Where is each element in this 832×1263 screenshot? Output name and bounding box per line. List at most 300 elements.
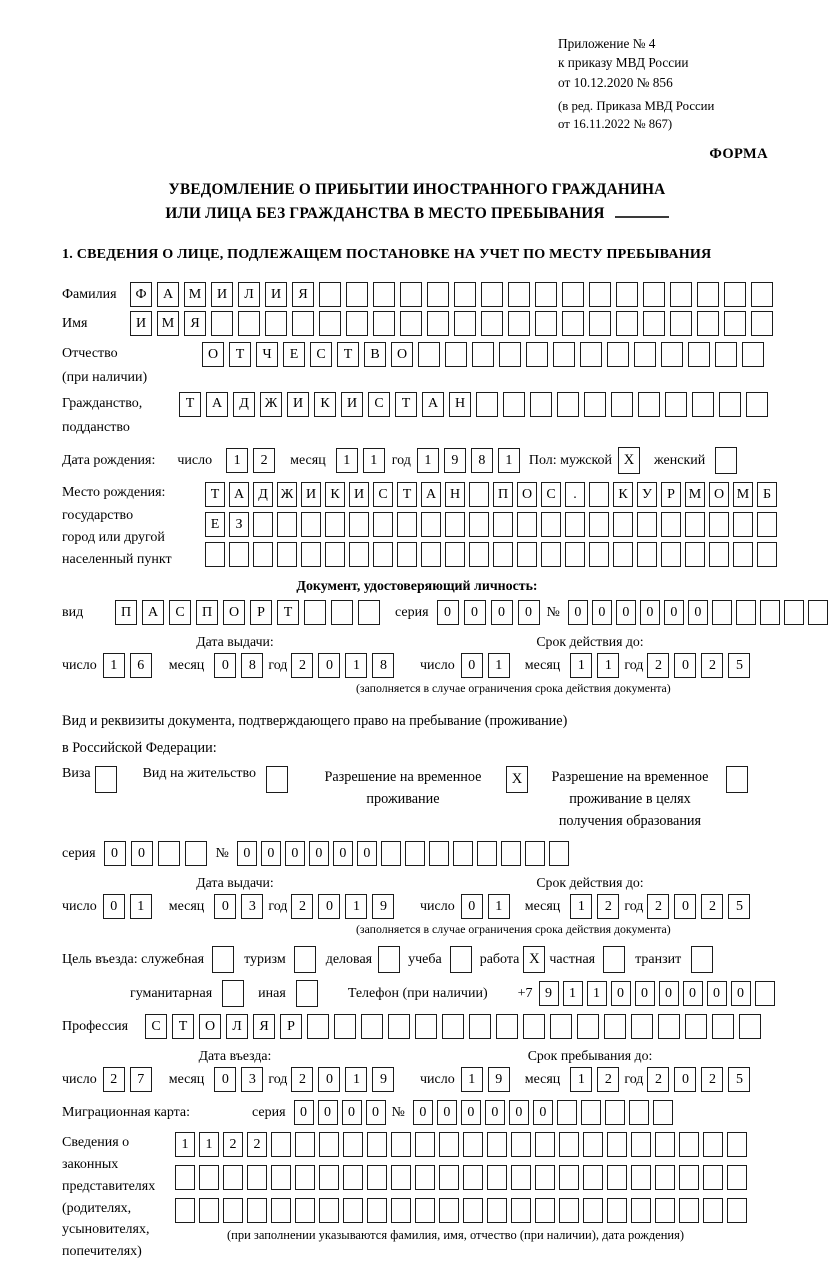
char-cell: 9: [372, 1067, 394, 1092]
char-cell: [550, 1014, 572, 1039]
char-cell: [557, 1100, 577, 1125]
day-label: число: [420, 657, 455, 673]
char-cell: [584, 392, 606, 417]
char-cell: [511, 1165, 531, 1190]
phone-cells: [539, 981, 779, 1006]
char-cell: [511, 1198, 531, 1223]
char-cell: [541, 512, 561, 537]
char-cell: [757, 542, 777, 567]
char-cell: .: [565, 482, 585, 507]
phone-label: Телефон (при наличии): [347, 985, 488, 1001]
entry-date-title: Дата въезда:: [198, 1048, 272, 1064]
char-cell: [631, 1014, 653, 1039]
char-cell: [523, 1014, 545, 1039]
char-cell: [185, 841, 207, 866]
char-cell: 0: [413, 1100, 433, 1125]
stay-day-cells: [461, 1067, 515, 1092]
char-cell: Д: [233, 392, 255, 417]
char-cell: [685, 512, 705, 537]
char-cell: [415, 1132, 435, 1157]
purpose-tourism-label: туризм: [244, 951, 286, 967]
char-cell: [271, 1198, 291, 1223]
year-label: год: [268, 898, 288, 914]
char-cell: [361, 1014, 383, 1039]
char-cell: 0: [731, 981, 751, 1006]
char-cell: [439, 1165, 459, 1190]
month-label: месяц: [524, 898, 561, 914]
char-cell: 2: [701, 1067, 723, 1092]
char-cell: [670, 282, 692, 307]
char-cell: [391, 1132, 411, 1157]
char-cell: [499, 342, 521, 367]
char-cell: [653, 1100, 673, 1125]
char-cell: Л: [226, 1014, 248, 1039]
birthplace-row2: [205, 512, 781, 537]
migration-series-cells: [294, 1100, 390, 1125]
char-cell: [319, 311, 341, 336]
residence-options-row: [62, 766, 772, 832]
char-cell: [661, 542, 681, 567]
char-cell: [559, 1165, 579, 1190]
char-cell: П: [115, 600, 137, 625]
purpose-transit-checkbox: [691, 946, 713, 973]
char-cell: [277, 512, 297, 537]
purpose-work-checkbox: X: [523, 946, 545, 973]
day-label: число: [177, 452, 213, 468]
char-cell: 0: [707, 981, 727, 1006]
char-cell: 1: [130, 894, 152, 919]
form-title: [62, 178, 772, 225]
month-label: месяц: [290, 452, 326, 468]
char-cell: 1: [345, 894, 367, 919]
char-cell: 0: [688, 600, 708, 625]
identity-kind-label: вид: [62, 604, 84, 620]
char-cell: [397, 542, 417, 567]
char-cell: [301, 542, 321, 567]
char-cell: 5: [728, 1067, 750, 1092]
char-cell: С: [368, 392, 390, 417]
representatives-footnote: (при заполнении указываются фамилия, имя, отчество (при наличии), дата рождения): [227, 1228, 685, 1243]
char-cell: [605, 1100, 625, 1125]
header-amendment-line: от 16.11.2022 № 867): [558, 117, 673, 132]
char-cell: [295, 1198, 315, 1223]
sex-female-label: женский: [654, 452, 706, 468]
char-cell: И: [301, 482, 321, 507]
purpose-transit-label: транзит: [635, 951, 682, 967]
char-cell: [562, 282, 584, 307]
char-cell: 0: [674, 1067, 696, 1092]
char-cell: [535, 282, 557, 307]
char-cell: З: [229, 512, 249, 537]
char-cell: [661, 342, 683, 367]
char-cell: 2: [253, 448, 275, 473]
char-cell: М: [733, 482, 753, 507]
identity-issue-year-cells: [291, 653, 399, 678]
visa-checkbox: [95, 766, 117, 793]
temp-permit-checkbox: X: [506, 766, 528, 793]
char-cell: И: [265, 282, 287, 307]
char-cell: 0: [214, 894, 236, 919]
char-cell: 0: [333, 841, 353, 866]
char-cell: [223, 1198, 243, 1223]
identity-expiry-day-cells: [461, 653, 515, 678]
char-cell: [703, 1198, 723, 1223]
entry-dates-block: [62, 1048, 772, 1092]
char-cell: [724, 282, 746, 307]
month-label: месяц: [168, 1071, 205, 1087]
header-ref-line: от 10.12.2020 № 856: [558, 74, 673, 90]
entry-month-cells: [214, 1067, 268, 1092]
char-cell: 0: [616, 600, 636, 625]
purpose-label: Цель въезда: служебная: [62, 951, 205, 967]
char-cell: Е: [205, 512, 225, 537]
char-cell: 1: [345, 653, 367, 678]
purpose-row1: [62, 946, 772, 973]
char-cell: 0: [318, 894, 340, 919]
char-cell: 8: [241, 653, 263, 678]
char-cell: [469, 542, 489, 567]
char-cell: 5: [728, 894, 750, 919]
char-cell: [727, 1132, 747, 1157]
char-cell: [481, 311, 503, 336]
char-cell: 0: [659, 981, 679, 1006]
identity-issue-day-cells: [103, 653, 157, 678]
char-cell: 0: [366, 1100, 386, 1125]
char-cell: [679, 1198, 699, 1223]
char-cell: 0: [683, 981, 703, 1006]
char-cell: [445, 512, 465, 537]
char-cell: [751, 311, 773, 336]
char-cell: 0: [635, 981, 655, 1006]
char-cell: 0: [261, 841, 281, 866]
char-cell: 1: [363, 448, 385, 473]
birthplace-cells-2: [205, 512, 781, 537]
residence-series-row: [62, 841, 772, 866]
char-cell: Т: [277, 600, 299, 625]
char-cell: 0: [237, 841, 257, 866]
char-cell: [469, 482, 489, 507]
identity-issue-title: Дата выдачи:: [196, 634, 274, 650]
day-label: число: [420, 1071, 455, 1087]
char-cell: [742, 342, 764, 367]
day-label: число: [62, 657, 97, 673]
char-cell: И: [349, 482, 369, 507]
char-cell: О: [223, 600, 245, 625]
char-cell: Н: [449, 392, 471, 417]
char-cell: 1: [563, 981, 583, 1006]
birthplace-row1: [205, 482, 781, 507]
char-cell: [535, 1132, 555, 1157]
char-cell: [535, 1198, 555, 1223]
residence-expiry-footnote: (заполняется в случае ограничения срока действия документа): [356, 922, 671, 937]
char-cell: 0: [464, 600, 486, 625]
char-cell: [530, 392, 552, 417]
char-cell: М: [157, 311, 179, 336]
char-cell: Т: [337, 342, 359, 367]
char-cell: 2: [291, 1067, 313, 1092]
char-cell: [400, 311, 422, 336]
char-cell: [211, 311, 233, 336]
citizenship-cells: [179, 392, 773, 417]
char-cell: [703, 1165, 723, 1190]
char-cell: [549, 841, 569, 866]
purpose-other-label: иная: [258, 985, 286, 1001]
char-cell: [589, 542, 609, 567]
char-cell: [525, 841, 545, 866]
char-cell: М: [184, 282, 206, 307]
char-cell: 0: [461, 1100, 481, 1125]
char-cell: [541, 542, 561, 567]
char-cell: [643, 311, 665, 336]
char-cell: 0: [592, 600, 612, 625]
temp-permit-label: Разрешение на временное проживание: [324, 769, 482, 808]
char-cell: 2: [647, 1067, 669, 1092]
char-cell: 9: [372, 894, 394, 919]
char-cell: А: [422, 392, 444, 417]
char-cell: [589, 482, 609, 507]
char-cell: [607, 1165, 627, 1190]
char-cell: [697, 282, 719, 307]
char-cell: [755, 981, 775, 1006]
char-cell: [719, 392, 741, 417]
char-cell: Т: [229, 342, 251, 367]
char-cell: [373, 542, 393, 567]
char-cell: 0: [437, 600, 459, 625]
char-cell: [319, 282, 341, 307]
birthdate-year-cells: [417, 448, 525, 473]
char-cell: [613, 512, 633, 537]
char-cell: Е: [283, 342, 305, 367]
char-cell: [631, 1198, 651, 1223]
title-blank-underline: [615, 204, 669, 218]
identity-doc-heading: Документ, удостоверяющий личность:: [296, 579, 538, 595]
char-cell: 1: [199, 1132, 219, 1157]
identity-doc-row: [62, 600, 772, 625]
char-cell: [637, 512, 657, 537]
char-cell: [472, 342, 494, 367]
char-cell: [583, 1132, 603, 1157]
char-cell: Я: [253, 1014, 275, 1039]
char-cell: [442, 1014, 464, 1039]
purpose-study-label: учеба: [408, 951, 442, 967]
char-cell: О: [517, 482, 537, 507]
residence-issue-day-cells: [103, 894, 157, 919]
char-cell: [661, 512, 681, 537]
char-cell: [517, 512, 537, 537]
char-cell: 0: [568, 600, 588, 625]
char-cell: [733, 512, 753, 537]
char-cell: 1: [570, 894, 592, 919]
char-cell: [388, 1014, 410, 1039]
char-cell: М: [685, 482, 705, 507]
char-cell: [487, 1132, 507, 1157]
char-cell: 8: [471, 448, 493, 473]
char-cell: [463, 1132, 483, 1157]
char-cell: [343, 1198, 363, 1223]
char-cell: [493, 512, 513, 537]
char-cell: С: [310, 342, 332, 367]
identity-series-label: серия: [395, 604, 429, 620]
char-cell: [158, 841, 180, 866]
char-cell: [175, 1198, 195, 1223]
char-cell: Р: [280, 1014, 302, 1039]
identity-kind-cells: [115, 600, 385, 625]
char-cell: 0: [285, 841, 305, 866]
header-reference-block: [558, 34, 772, 134]
entry-year-cells: [291, 1067, 399, 1092]
char-cell: [358, 600, 380, 625]
residence-dates-block: [62, 875, 772, 919]
char-cell: 0: [509, 1100, 529, 1125]
representatives-row1: [175, 1132, 751, 1157]
char-cell: Р: [661, 482, 681, 507]
representatives-label: Сведения о законных представителях (родителях, усыновителях, попечителях): [62, 1135, 156, 1259]
purpose-business-label: деловая: [325, 951, 373, 967]
char-cell: О: [709, 482, 729, 507]
char-cell: [535, 311, 557, 336]
patronymic-row: [62, 342, 772, 390]
char-cell: 3: [241, 1067, 263, 1092]
char-cell: [709, 542, 729, 567]
char-cell: [724, 311, 746, 336]
char-cell: П: [196, 600, 218, 625]
char-cell: [577, 1014, 599, 1039]
char-cell: 5: [728, 653, 750, 678]
char-cell: [454, 282, 476, 307]
char-cell: [493, 542, 513, 567]
month-label: месяц: [524, 657, 561, 673]
char-cell: [508, 282, 530, 307]
char-cell: [247, 1165, 267, 1190]
char-cell: [565, 512, 585, 537]
char-cell: Я: [292, 282, 314, 307]
char-cell: [613, 542, 633, 567]
char-cell: Т: [395, 392, 417, 417]
char-cell: [421, 542, 441, 567]
header-ref-line: к приказу МВД России: [558, 55, 689, 71]
char-cell: [496, 1014, 518, 1039]
char-cell: [631, 1165, 651, 1190]
char-cell: [304, 600, 326, 625]
representatives-cells-2: [175, 1165, 751, 1190]
char-cell: [589, 512, 609, 537]
char-cell: [253, 542, 273, 567]
char-cell: О: [202, 342, 224, 367]
char-cell: [746, 392, 768, 417]
char-cell: [739, 1014, 761, 1039]
identity-expiry-month-cells: [570, 653, 624, 678]
form-title-line1: УВЕДОМЛЕНИЕ О ПРИБЫТИИ ИНОСТРАННОГО ГРАЖДАНИНА: [168, 180, 666, 198]
forma-label: ФОРМА: [709, 145, 768, 162]
char-cell: 0: [318, 653, 340, 678]
residence-issue-title: Дата выдачи:: [196, 875, 274, 891]
char-cell: [277, 542, 297, 567]
char-cell: [611, 392, 633, 417]
char-cell: [692, 392, 714, 417]
char-cell: [607, 1132, 627, 1157]
residence-issue-year-cells: [291, 894, 399, 919]
birthplace-row3: [205, 542, 781, 567]
char-cell: [439, 1132, 459, 1157]
char-cell: [535, 1165, 555, 1190]
surname-label: Фамилия: [62, 286, 117, 302]
char-cell: 0: [461, 653, 483, 678]
char-cell: 2: [291, 653, 313, 678]
sex-male-checkbox: X: [618, 447, 640, 474]
char-cell: [638, 392, 660, 417]
char-cell: Н: [445, 482, 465, 507]
char-cell: 2: [291, 894, 313, 919]
char-cell: Б: [757, 482, 777, 507]
migration-number-label: №: [391, 1104, 405, 1120]
year-label: год: [268, 657, 288, 673]
char-cell: [604, 1014, 626, 1039]
purpose-business-checkbox: [378, 946, 400, 973]
char-cell: 8: [372, 653, 394, 678]
patronymic-label: Отчество (при наличии): [62, 346, 148, 386]
residence-expiry-year-cells: [647, 894, 755, 919]
char-cell: 0: [674, 653, 696, 678]
char-cell: [373, 512, 393, 537]
purpose-other-checkbox: [296, 980, 318, 1007]
char-cell: [469, 512, 489, 537]
char-cell: [655, 1165, 675, 1190]
char-cell: [331, 600, 353, 625]
char-cell: К: [613, 482, 633, 507]
char-cell: А: [206, 392, 228, 417]
char-cell: [367, 1132, 387, 1157]
identity-expiry-row: [420, 653, 772, 678]
char-cell: [429, 841, 449, 866]
char-cell: 0: [674, 894, 696, 919]
char-cell: [199, 1165, 219, 1190]
identity-expiry-year-cells: [647, 653, 755, 678]
char-cell: 2: [247, 1132, 267, 1157]
residence-expiry-row: [420, 894, 772, 919]
char-cell: [253, 512, 273, 537]
char-cell: И: [211, 282, 233, 307]
char-cell: [421, 512, 441, 537]
identity-issue-row: [62, 653, 408, 678]
year-label: год: [391, 452, 411, 468]
char-cell: [727, 1198, 747, 1223]
char-cell: 1: [175, 1132, 195, 1157]
identity-dates-block: [62, 634, 772, 678]
residence-permit-label: Вид на жительство: [142, 766, 256, 782]
year-label: год: [624, 1071, 644, 1087]
char-cell: Т: [179, 392, 201, 417]
char-cell: [637, 542, 657, 567]
char-cell: [736, 600, 756, 625]
char-cell: [427, 311, 449, 336]
char-cell: 2: [223, 1132, 243, 1157]
char-cell: [373, 282, 395, 307]
char-cell: [559, 1198, 579, 1223]
char-cell: 2: [701, 894, 723, 919]
residence-permit-checkbox: [266, 766, 288, 793]
migration-number-cells: [413, 1100, 677, 1125]
char-cell: [557, 392, 579, 417]
char-cell: [501, 841, 521, 866]
char-cell: 1: [570, 653, 592, 678]
char-cell: 2: [701, 653, 723, 678]
birthplace-label: Место рождения: государство город или другой населенный пункт: [62, 485, 172, 567]
identity-expiry-title: Срок действия до:: [536, 634, 644, 650]
char-cell: Д: [253, 482, 273, 507]
char-cell: 2: [647, 653, 669, 678]
birthdate-day-cells: [226, 448, 280, 473]
char-cell: [607, 1198, 627, 1223]
